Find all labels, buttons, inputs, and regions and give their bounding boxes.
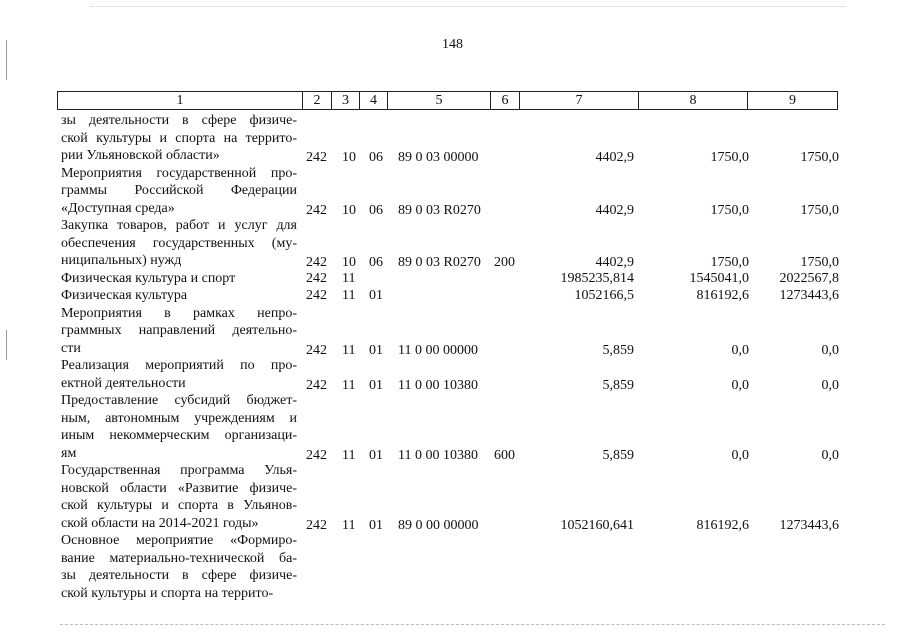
cell-col-3: 11 bbox=[342, 517, 356, 533]
cell-col-7: 5,859 bbox=[602, 342, 634, 358]
table-row bbox=[0, 357, 905, 392]
column-header-2: 2 bbox=[303, 92, 332, 110]
table-row bbox=[0, 532, 905, 602]
cell-col-8: 0,0 bbox=[731, 377, 749, 393]
row-description-line: сти bbox=[61, 340, 81, 356]
row-description-line: граммных направлений деятельно- bbox=[61, 323, 297, 338]
row-description-line: «Доступная среда» bbox=[61, 200, 175, 216]
cell-col-2: 242 bbox=[306, 517, 327, 533]
cell-col-4: 06 bbox=[369, 255, 383, 270]
table-row bbox=[0, 462, 905, 532]
cell-col-3: 11 bbox=[342, 288, 356, 303]
cell-col-4: 01 bbox=[369, 447, 383, 463]
cell-col-9: 1750,0 bbox=[800, 255, 839, 270]
cell-col-5: 89 0 03 R0270 bbox=[398, 202, 481, 218]
row-description-line: ниципальных) нужд bbox=[61, 253, 182, 268]
row-description-line: Физическая культура bbox=[61, 288, 188, 303]
row-description bbox=[61, 357, 297, 392]
cell-col-9: 1273443,6 bbox=[779, 517, 839, 533]
row-description-line: ской культуры и спорта на террито- bbox=[61, 585, 274, 601]
column-header-1: 1 bbox=[58, 92, 303, 110]
row-description-line: иным некоммерческим организаци- bbox=[61, 428, 297, 443]
row-description-line: вание материально-технической ба- bbox=[61, 550, 297, 566]
cell-col-7: 4402,9 bbox=[595, 255, 634, 270]
cell-col-5: 89 0 03 00000 bbox=[398, 150, 479, 165]
cell-col-7: 1052160,641 bbox=[560, 517, 634, 533]
cell-col-7: 5,859 bbox=[602, 377, 634, 393]
column-header-5: 5 bbox=[388, 92, 491, 110]
cell-col-8: 816192,6 bbox=[696, 288, 749, 303]
page-number: 148 bbox=[442, 37, 463, 52]
row-description-line: Реализация мероприятий по про- bbox=[61, 358, 297, 373]
cell-col-5: 89 0 03 R0270 bbox=[398, 255, 481, 270]
row-description bbox=[61, 392, 297, 462]
table-row bbox=[0, 305, 905, 358]
cell-col-2: 242 bbox=[306, 150, 327, 165]
cell-col-4: 06 bbox=[369, 150, 383, 165]
cell-col-4: 01 bbox=[369, 342, 383, 358]
cell-col-7: 4402,9 bbox=[595, 202, 634, 218]
column-header-4: 4 bbox=[360, 92, 388, 110]
cell-col-8: 1545041,0 bbox=[689, 270, 749, 286]
row-description bbox=[61, 112, 297, 165]
row-description-line: рии Ульяновской области» bbox=[61, 148, 220, 163]
cell-col-8: 0,0 bbox=[731, 342, 749, 358]
cell-col-8: 1750,0 bbox=[710, 255, 749, 270]
cell-col-4: 01 bbox=[369, 517, 383, 533]
row-description-line: зы деятельности в сфере физиче- bbox=[61, 568, 297, 583]
cell-col-9: 1750,0 bbox=[800, 150, 839, 165]
cell-col-9: 1273443,6 bbox=[779, 288, 839, 303]
row-description-line: ской культуры и спорта на террито- bbox=[61, 130, 297, 146]
table-row bbox=[0, 392, 905, 462]
table-row bbox=[0, 287, 905, 305]
column-header-7: 7 bbox=[520, 92, 639, 110]
row-description bbox=[61, 287, 297, 305]
table-row bbox=[0, 270, 905, 288]
row-description-line: Закупка товаров, работ и услуг для bbox=[61, 218, 297, 233]
cell-col-6: 600 bbox=[494, 447, 515, 463]
cell-col-9: 0,0 bbox=[821, 447, 839, 463]
row-description-line: ям bbox=[61, 445, 77, 461]
cell-col-2: 242 bbox=[306, 447, 327, 463]
cell-col-4: 01 bbox=[369, 377, 383, 393]
cell-col-9: 1750,0 bbox=[800, 202, 839, 218]
cell-col-5: 11 0 00 00000 bbox=[398, 342, 478, 358]
cell-col-8: 0,0 bbox=[731, 447, 749, 463]
cell-col-3: 11 bbox=[342, 447, 356, 463]
row-description-line: ным, автономным учреждениям и bbox=[61, 410, 297, 426]
row-description-line: ской культуры и спорта в Ульянов- bbox=[61, 498, 297, 513]
row-description bbox=[61, 270, 297, 288]
row-description-line: Мероприятия в рамках непро- bbox=[61, 305, 297, 321]
table-row bbox=[0, 165, 905, 218]
cell-col-3: 11 bbox=[342, 270, 356, 286]
row-description-line: Предоставление субсидий бюджет- bbox=[61, 393, 297, 408]
cell-col-3: 11 bbox=[342, 377, 356, 393]
cell-col-7: 5,859 bbox=[602, 447, 634, 463]
cell-col-7: 1052166,5 bbox=[574, 288, 634, 303]
row-description bbox=[61, 532, 297, 602]
column-header-3: 3 bbox=[332, 92, 360, 110]
row-description bbox=[61, 165, 297, 218]
cell-col-3: 11 bbox=[342, 342, 356, 358]
cell-col-2: 242 bbox=[306, 342, 327, 358]
column-header-9: 9 bbox=[748, 92, 838, 110]
cell-col-5: 11 0 00 10380 bbox=[398, 447, 478, 463]
cell-col-9: 0,0 bbox=[821, 377, 839, 393]
cell-col-2: 242 bbox=[306, 288, 327, 303]
row-description bbox=[61, 305, 297, 358]
cell-col-5: 11 0 00 10380 bbox=[398, 377, 478, 393]
table-row bbox=[0, 217, 905, 270]
row-description-line: ской области на 2014-2021 годы» bbox=[61, 515, 259, 531]
cell-col-2: 242 bbox=[306, 255, 327, 270]
table-row bbox=[0, 112, 905, 165]
cell-col-4: 01 bbox=[369, 288, 383, 303]
cell-col-2: 242 bbox=[306, 377, 327, 393]
column-header-6: 6 bbox=[491, 92, 520, 110]
scan-edge-bottom bbox=[60, 624, 885, 626]
cell-col-4: 06 bbox=[369, 202, 383, 218]
row-description-line: граммы Российской Федерации bbox=[61, 183, 297, 198]
row-description-line: обеспечения государственных (му- bbox=[61, 235, 297, 251]
row-description bbox=[61, 217, 297, 270]
row-description-line: Государственная программа Улья- bbox=[61, 463, 297, 478]
cell-col-8: 816192,6 bbox=[696, 517, 749, 533]
cell-col-8: 1750,0 bbox=[710, 202, 749, 218]
row-description-line: ектной деятельности bbox=[61, 375, 186, 391]
cell-col-7: 1985235,814 bbox=[560, 270, 634, 286]
cell-col-8: 1750,0 bbox=[710, 150, 749, 165]
cell-col-5: 89 0 00 00000 bbox=[398, 517, 479, 533]
row-description-line: Мероприятия государственной про- bbox=[61, 165, 297, 181]
cell-col-2: 242 bbox=[306, 202, 327, 218]
row-description-line: зы деятельности в сфере физиче- bbox=[61, 113, 297, 128]
column-header-8: 8 bbox=[639, 92, 748, 110]
cell-col-3: 10 bbox=[342, 255, 356, 270]
cell-col-3: 10 bbox=[342, 150, 356, 165]
cell-col-6: 200 bbox=[494, 255, 515, 270]
cell-col-2: 242 bbox=[306, 270, 327, 286]
cell-col-7: 4402,9 bbox=[595, 150, 634, 165]
cell-col-9: 0,0 bbox=[821, 342, 839, 358]
row-description bbox=[61, 462, 297, 532]
row-description-line: Физическая культура и спорт bbox=[61, 270, 236, 286]
cell-col-3: 10 bbox=[342, 202, 356, 218]
row-description-line: Основное мероприятие «Формиро- bbox=[61, 533, 297, 548]
cell-col-9: 2022567,8 bbox=[779, 270, 839, 286]
row-description-line: новской области «Развитие физиче- bbox=[61, 480, 297, 496]
